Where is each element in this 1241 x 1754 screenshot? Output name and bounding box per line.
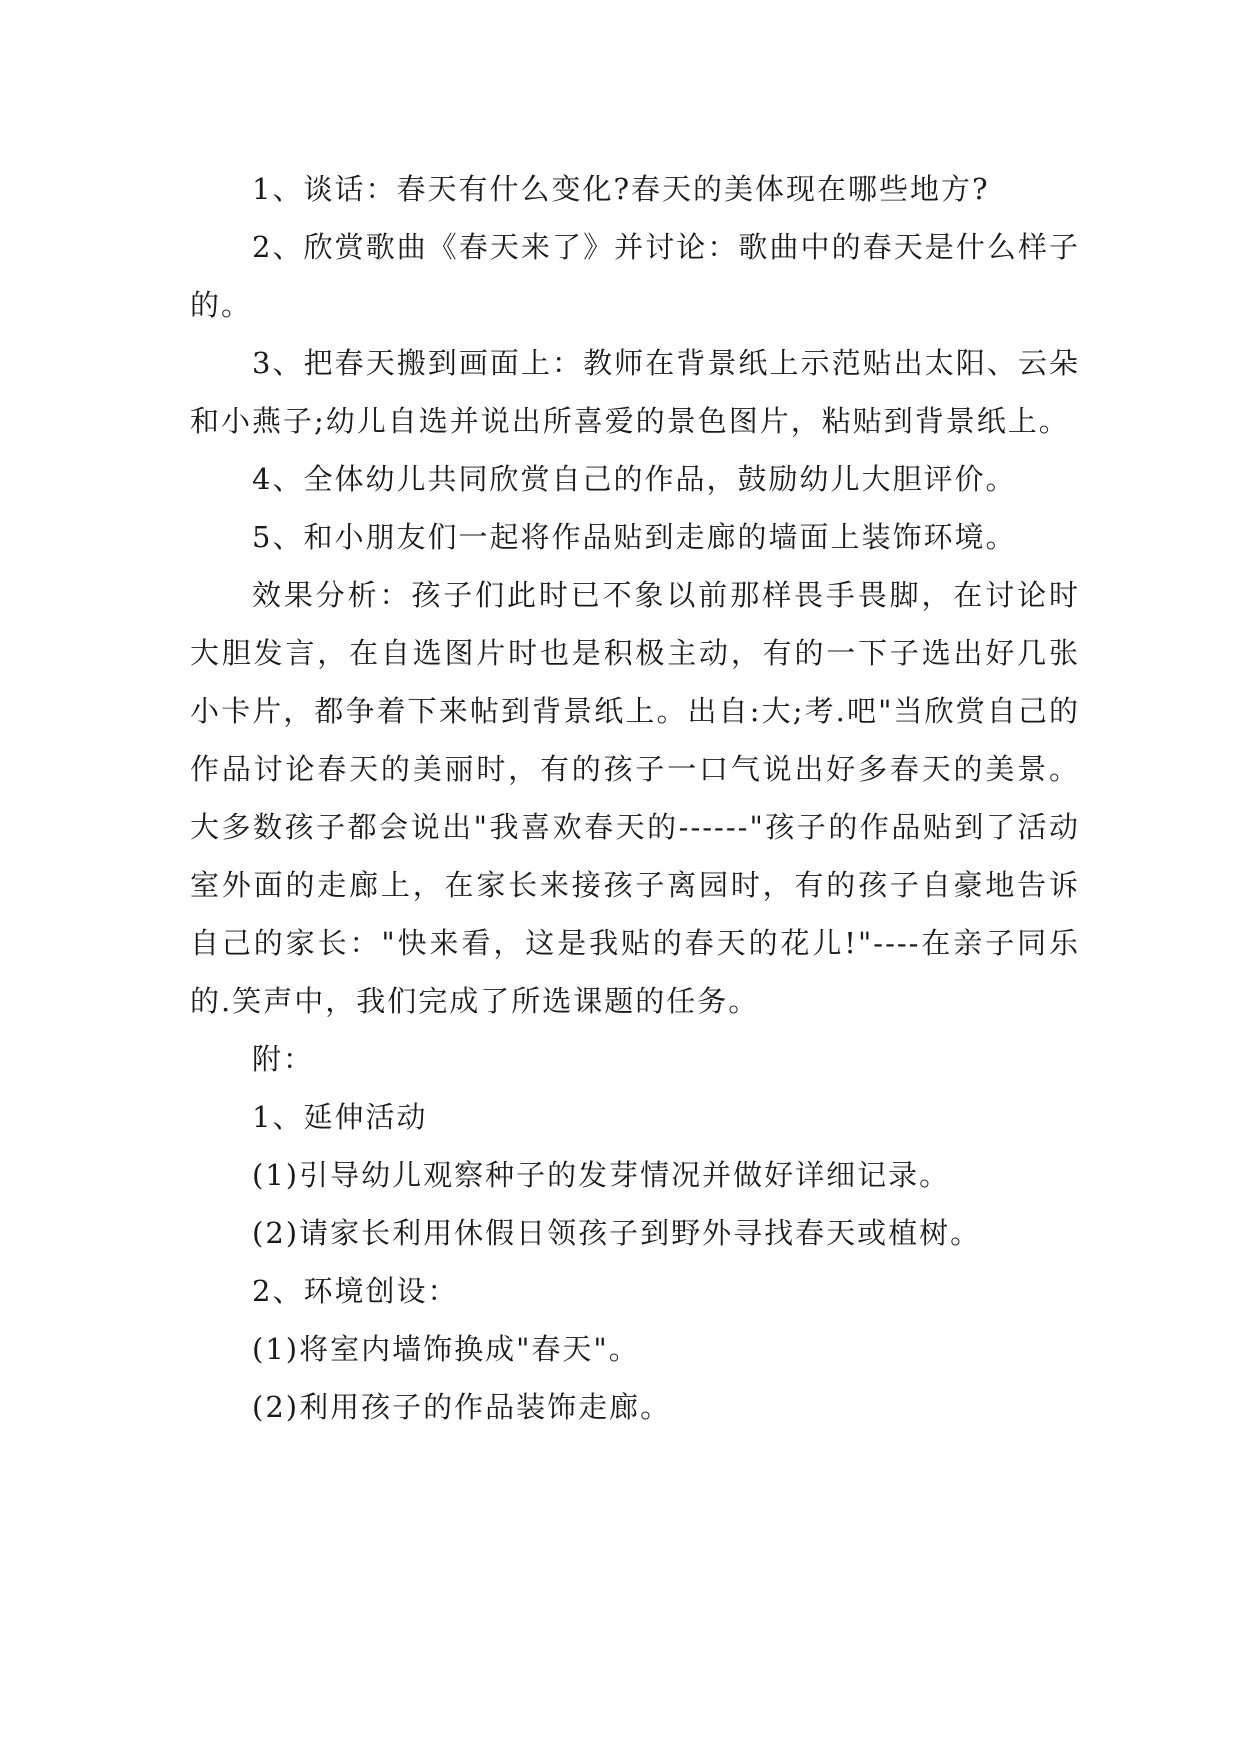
- paragraph-picture: 3、把春天搬到画面上：教师在背景纸上示范贴出太阳、云朵和小燕子;幼儿自选并说出所喜爱的景色图片，粘贴到背景纸上。: [190, 346, 1080, 438]
- paragraph-appendix-heading: 附：: [252, 1042, 315, 1076]
- paragraph-extension-1: (1)引导幼儿观察种子的发芽情况并做好详细记录。: [252, 1158, 951, 1192]
- paragraph-talk: 1、谈话：春天有什么变化?春天的美体现在哪些地方?: [252, 172, 990, 206]
- document-body: [190, 160, 1080, 1436]
- paragraph-decorate: 5、和小朋友们一起将作品贴到走廊的墙面上装饰环境。: [252, 520, 1017, 554]
- paragraph-extension-heading: 1、延伸活动: [252, 1100, 428, 1134]
- paragraph-extension-2: (2)请家长利用休假日领孩子到野外寻找春天或植树。: [252, 1216, 982, 1250]
- paragraph-environment-1: (1)将室内墙饰换成"春天"。: [252, 1332, 640, 1366]
- paragraph-song: 2、欣赏歌曲《春天来了》并讨论：歌曲中的春天是什么样子的。: [190, 230, 1080, 322]
- paragraph-analysis: 效果分析：孩子们此时已不象以前那样畏手畏脚，在讨论时大胆发言，在自选图片时也是积极主动，有的一下子选出好几张小卡片，都争着下来帖到背景纸上。出自:大;考.吧"当欣赏自己的作品讨论春天的美丽时，有的孩子一口气说出好多春天的美景。大多数孩子都会说出"我喜欢春天的------"孩子的作品贴到了活动室外面的走廊上，在家长来接孩子离园时，有的孩子自豪地告诉自己的家长："快来看，这是我贴的春天的花儿!"----在亲子同乐的.笑声中，我们完成了所选课题的任务。: [190, 578, 1080, 1018]
- paragraph-environment-2: (2)利用孩子的作品装饰走廊。: [252, 1390, 672, 1424]
- paragraph-appreciate: 4、全体幼儿共同欣赏自己的作品，鼓励幼儿大胆评价。: [252, 462, 1017, 496]
- paragraph-environment-heading: 2、环境创设：: [252, 1274, 459, 1308]
